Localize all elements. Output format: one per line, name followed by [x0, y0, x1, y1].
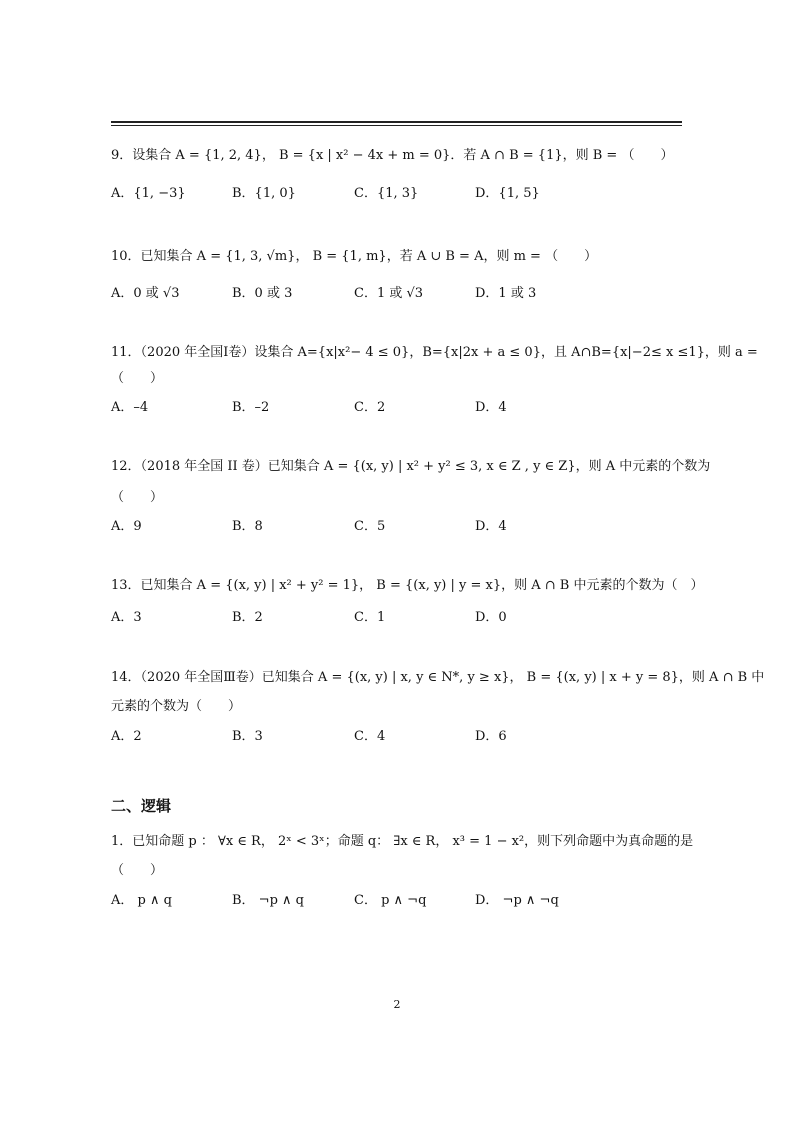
question-9-stem: 9．设集合 A = {1, 2, 4}， B = {x | x² − 4x + m = 0}．若 A ∩ B = {1}，则 B = （ ）	[111, 148, 674, 163]
question-13-stem: 13．已知集合 A = {(x, y) | x² + y² = 1}， B = {(x, y) | y = x}，则 A ∩ B 中元素的个数为（ ）	[111, 578, 704, 593]
question-11-option-d: D．4	[475, 400, 507, 415]
header-rule-thick	[111, 121, 682, 123]
question-10-option-d: D．1 或 3	[475, 286, 537, 301]
question-11-stem: 11．（2020 年全国Ⅰ卷）设集合 A={x|x²− 4 ≤ 0}，B={x|2x + a ≤ 0}，且 A∩B={x|−2≤ x ≤1}，则 a =	[111, 345, 758, 360]
question-11-option-b: B．–2	[232, 400, 270, 415]
question-14-option-d: D．6	[475, 729, 507, 744]
question-12-option-c: C．5	[354, 519, 386, 534]
question-10-stem: 10．已知集合 A = {1, 3, √m}， B = {1, m}，若 A ∪ B = A，则 m = （ ）	[111, 249, 598, 264]
question-12-answer-paren: （ ）	[111, 490, 164, 505]
question-14-option-a: A．2	[111, 729, 142, 744]
question-13-option-c: C．1	[354, 610, 386, 625]
logic-question-1-option-c: C． p ∧ ¬q	[354, 893, 427, 908]
page-number: 2	[393, 998, 401, 1011]
logic-question-1-option-b: B． ¬p ∧ q	[232, 893, 305, 908]
question-13-option-a: A．3	[111, 610, 142, 625]
section-heading-logic: 二、逻辑	[111, 797, 172, 815]
question-11-answer-paren: （ ）	[111, 371, 164, 386]
question-12-stem: 12．（2018 年全国 II 卷）已知集合 A = {(x, y) | x² + y² ≤ 3, x ∈ Z , y ∈ Z}，则 A 中元素的个数为	[111, 459, 711, 474]
question-9-option-d: D．{1, 5}	[475, 186, 540, 201]
question-9-option-c: C．{1, 3}	[354, 186, 419, 201]
logic-question-1-answer-paren: （ ）	[111, 863, 164, 878]
question-10-option-b: B．0 或 3	[232, 286, 293, 301]
question-14-stem-continued: 元素的个数为（ ）	[111, 699, 242, 714]
question-14-option-b: B．3	[232, 729, 263, 744]
logic-question-1-stem: 1．已知命题 p ： ∀x ∈ R， 2ˣ < 3ˣ；命题 q： ∃x ∈ R， x³ = 1 − x²，则下列命题中为真命题的是	[111, 834, 694, 849]
question-12-option-a: A．9	[111, 519, 142, 534]
question-12-option-b: B．8	[232, 519, 263, 534]
question-11-option-c: C．2	[354, 400, 386, 415]
question-9-option-a: A．{1, −3}	[111, 186, 186, 201]
question-13-option-d: D．0	[475, 610, 507, 625]
question-14-option-c: C．4	[354, 729, 386, 744]
question-12-option-d: D．4	[475, 519, 507, 534]
question-13-option-b: B．2	[232, 610, 263, 625]
question-9-option-b: B．{1, 0}	[232, 186, 296, 201]
question-11-option-a: A．–4	[111, 400, 149, 415]
question-10-option-c: C．1 或 √3	[354, 286, 424, 301]
logic-question-1-option-d: D． ¬p ∧ ¬q	[475, 893, 559, 908]
question-14-stem: 14．（2020 年全国Ⅲ卷）已知集合 A = {(x, y) | x, y ∈ N*, y ≥ x}， B = {(x, y) | x + y = 8}，则 A ∩ B 中	[111, 670, 765, 685]
question-10-option-a: A．0 或 √3	[111, 286, 180, 301]
header-rule-thin	[111, 125, 682, 126]
logic-question-1-option-a: A． p ∧ q	[111, 893, 172, 908]
